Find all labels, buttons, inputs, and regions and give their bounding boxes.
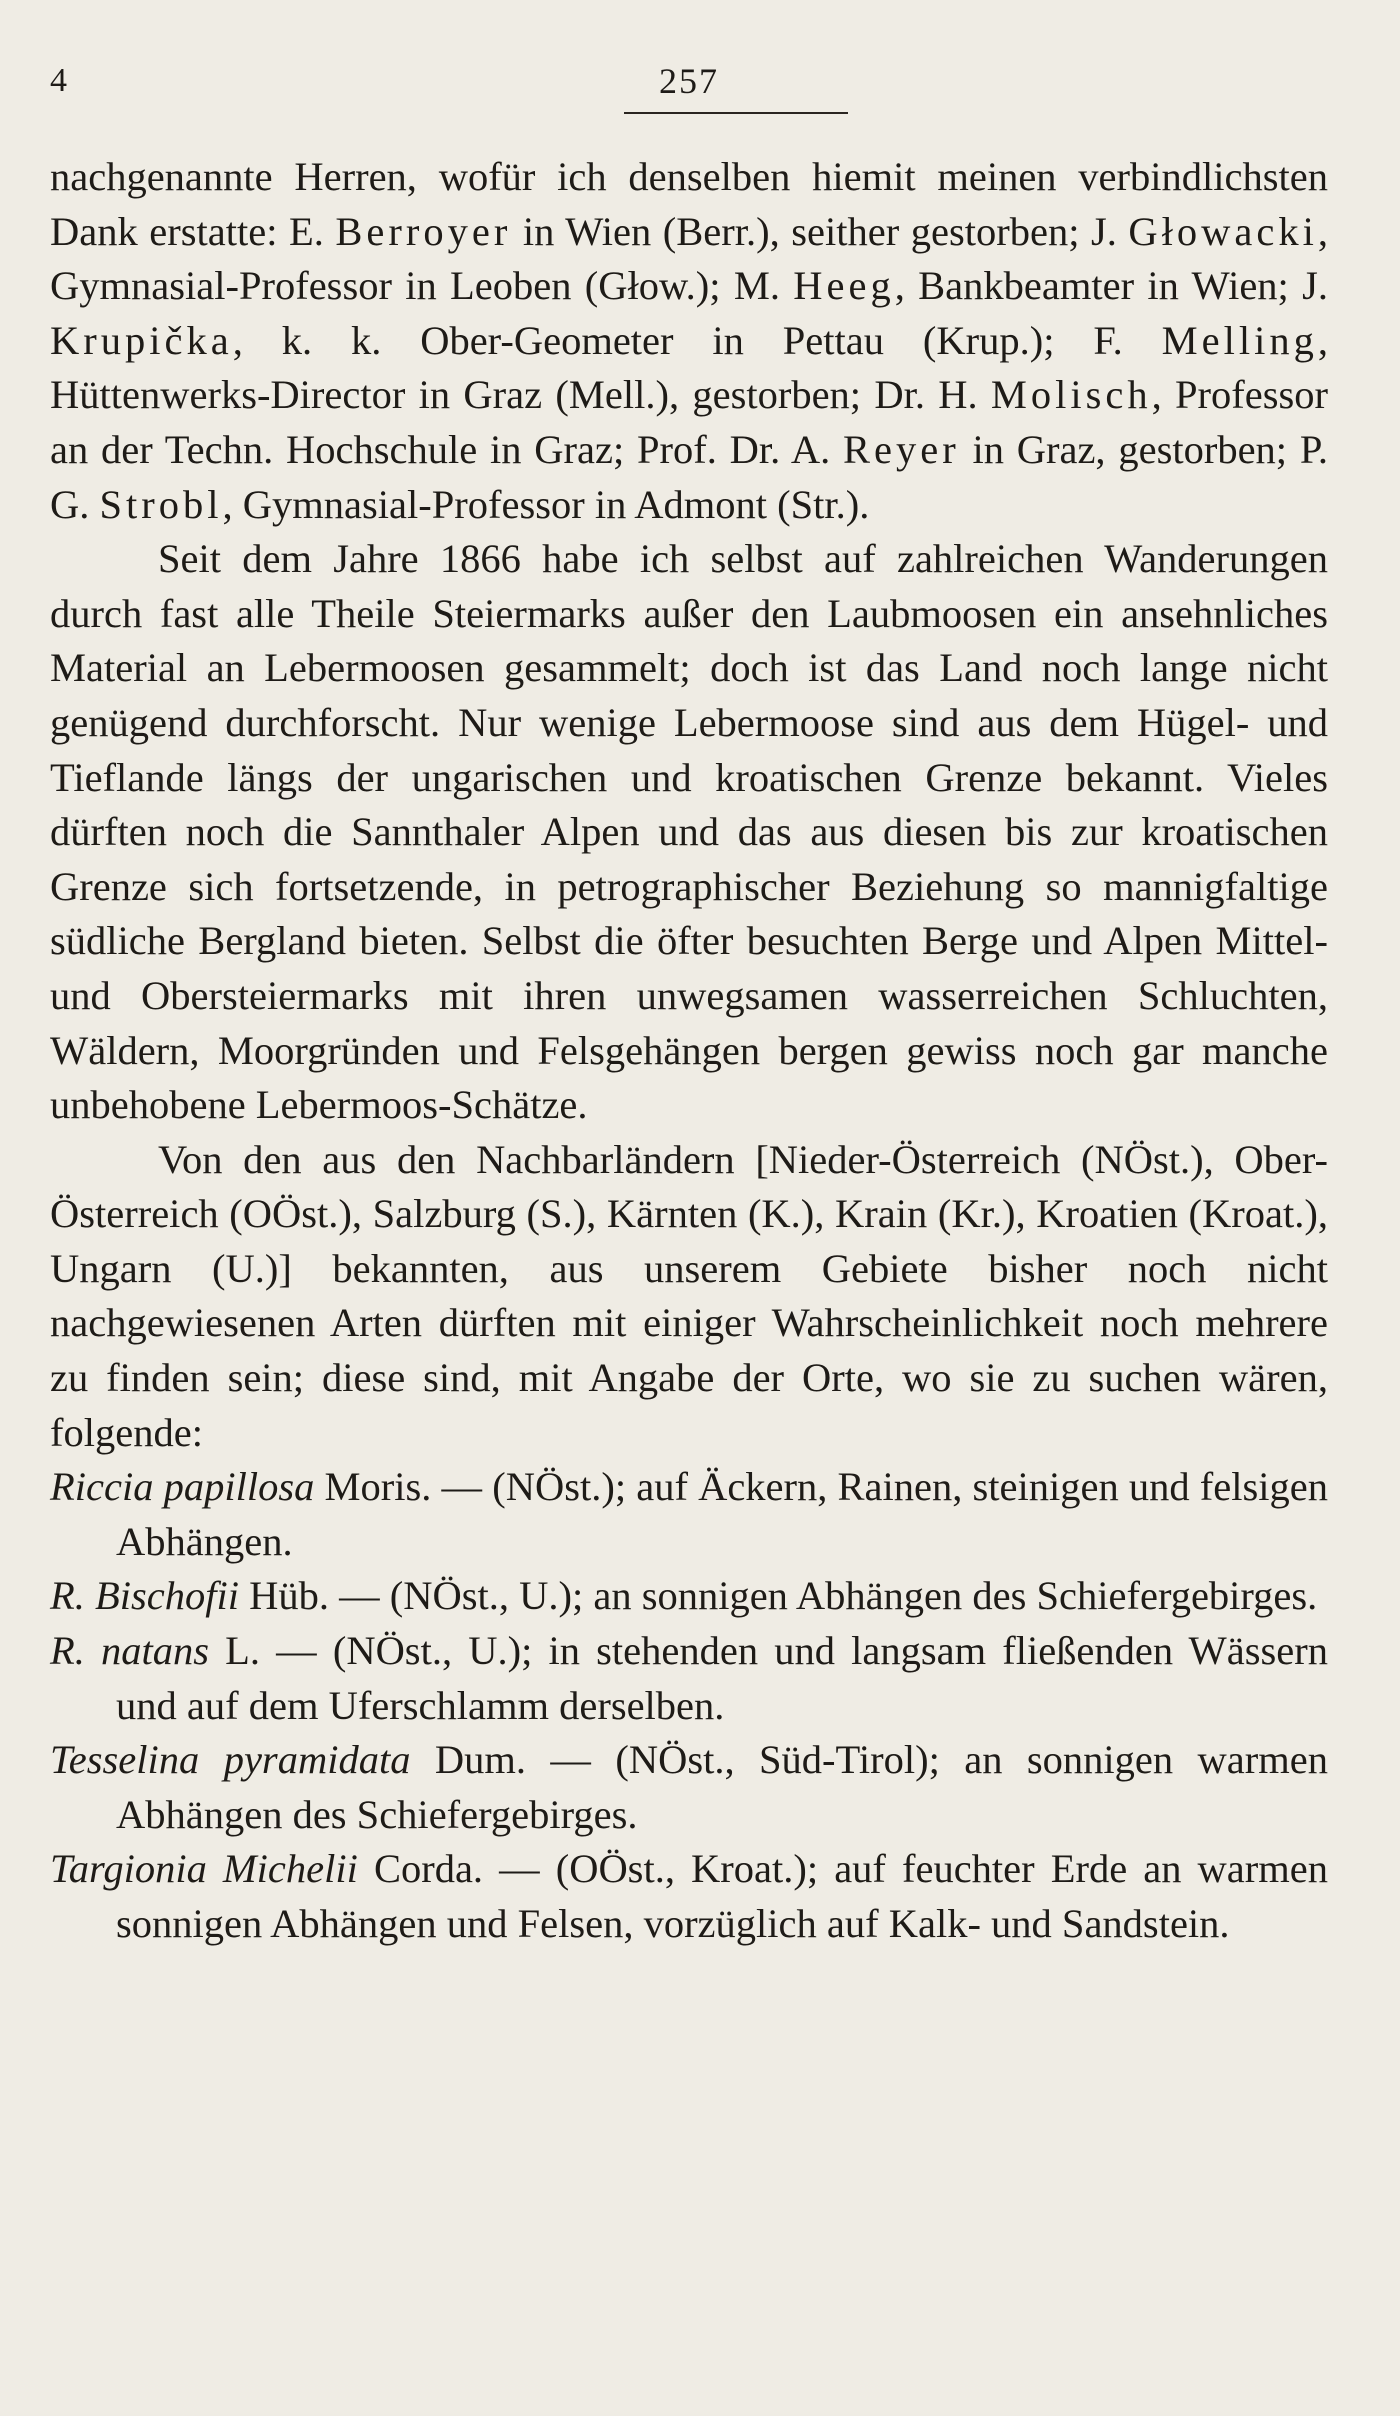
- species-entry: [50, 1624, 1328, 1733]
- species-entry: [50, 1842, 1328, 1951]
- species-entry: [50, 1569, 1328, 1624]
- text-run: in Graz, gestorben; P. G.: [50, 426, 1328, 527]
- header-rule: [624, 112, 848, 114]
- species-description: Corda. — (OÖst., Kroat.); auf feuchter Erde an warmen sonnigen Abhängen und Felsen, vorzüglich auf Kalk- und Sandstein.: [116, 1846, 1328, 1946]
- person-name: Strobl: [99, 481, 223, 527]
- person-name: Heeg: [793, 263, 895, 309]
- page-body: [50, 150, 1328, 1952]
- person-name: Berroyer: [335, 208, 512, 254]
- paragraph-neighbouring-countries: Von den aus den Nachbarländern [Nieder-Österreich (NÖst.), Ober-Österreich (OÖst.), Salzburg (S.), Kärnten (K.), Krain (Kr.), Kroatien (Kroat.), Ungarn (U.)] bekannten, aus unserem Gebiete bisher noch nicht nachgewiesenen Arten dürften mit einiger Wahrscheinlichkeit noch mehrere zu finden sein; diese sind, mit Angabe der Orte, wo sie zu suchen wären, folgende:: [50, 1136, 1328, 1455]
- paragraph-acknowledgements: [50, 150, 1328, 532]
- species-name: Tesselina pyramidata: [50, 1737, 411, 1783]
- page-number: 257: [659, 61, 719, 101]
- person-name: Krupička: [50, 317, 233, 363]
- person-name: Reyer: [842, 426, 960, 472]
- species-description: Moris. — (NÖst.); auf Äckern, Rainen, steinigen und felsigen Abhängen.: [116, 1464, 1328, 1564]
- person-name: Melling: [1161, 317, 1318, 363]
- species-name: Riccia papillosa: [50, 1464, 315, 1510]
- species-entry: [50, 1733, 1328, 1842]
- species-description: Dum. — (NÖst., Süd-Tirol); an sonnigen warmen Abhängen des Schiefergebirges.: [116, 1737, 1328, 1837]
- species-entry: [50, 1460, 1328, 1569]
- person-name: Głowacki: [1128, 208, 1318, 254]
- species-description: L. — (NÖst., U.); in stehenden und langsam fließenden Wässern und auf dem Uferschlamm derselben.: [116, 1628, 1328, 1728]
- text-run: in Wien (Berr.), seither gestorben; J.: [511, 208, 1129, 254]
- species-name: Targionia Michelii: [50, 1846, 358, 1892]
- species-description: Hüb. — (NÖst., U.); an sonnigen Abhängen des Schiefergebirges.: [238, 1573, 1318, 1619]
- person-name: Molisch: [990, 372, 1152, 418]
- text-run: , Gymnasial-Professor in Admont (Str.).: [222, 481, 870, 527]
- species-name: R. natans: [50, 1628, 210, 1674]
- page-header: [50, 0, 1328, 150]
- sheet-number: 4: [50, 62, 67, 99]
- text-run: nachgenannte Herren, wofür ich denselben hiemit meinen verbindlichsten Dank erstatte: E.: [50, 154, 1328, 254]
- text-run: , k. k. Ober-Geometer in Pettau (Krup.); F.: [232, 317, 1162, 363]
- text-run: , Hüttenwerks-Director in Graz (Mell.), gestorben; Dr. H.: [50, 317, 1328, 418]
- species-name: R. Bischofii: [50, 1573, 239, 1619]
- text-run: , Bankbeamter in Wien; J.: [894, 263, 1328, 309]
- paragraph-own-collection: Seit dem Jahre 1866 habe ich selbst auf zahlreichen Wanderungen durch fast alle Theile Steiermarks außer den Laubmoosen ein ansehnliches Material an Lebermoosen gesammelt; doch ist das Land noch lange nicht genügend durchforscht. Nur wenige Lebermoose sind aus dem Hügel- und Tieflande längs der ungarischen und kroatischen Grenze bekannt. Vieles dürften noch die Sannthaler Alpen und das aus diesen bis zur kroatischen Grenze sich fortsetzende, in petrographischer Beziehung so mannigfaltige südliche Bergland bieten. Selbst die öfter besuchten Berge und Alpen Mittel- und Obersteiermarks mit ihren unwegsamen wasserreichen Schluchten, Wäldern, Moorgründen und Felsgehängen bergen gewiss noch gar manche unbehobene Lebermoos-Schätze.: [50, 536, 1328, 1128]
- text-run: , Professor an der Techn. Hochschule in Graz; Prof. Dr. A.: [50, 372, 1329, 472]
- text-run: , Gymnasial-Professor in Leoben (Głow.); M.: [50, 208, 1328, 309]
